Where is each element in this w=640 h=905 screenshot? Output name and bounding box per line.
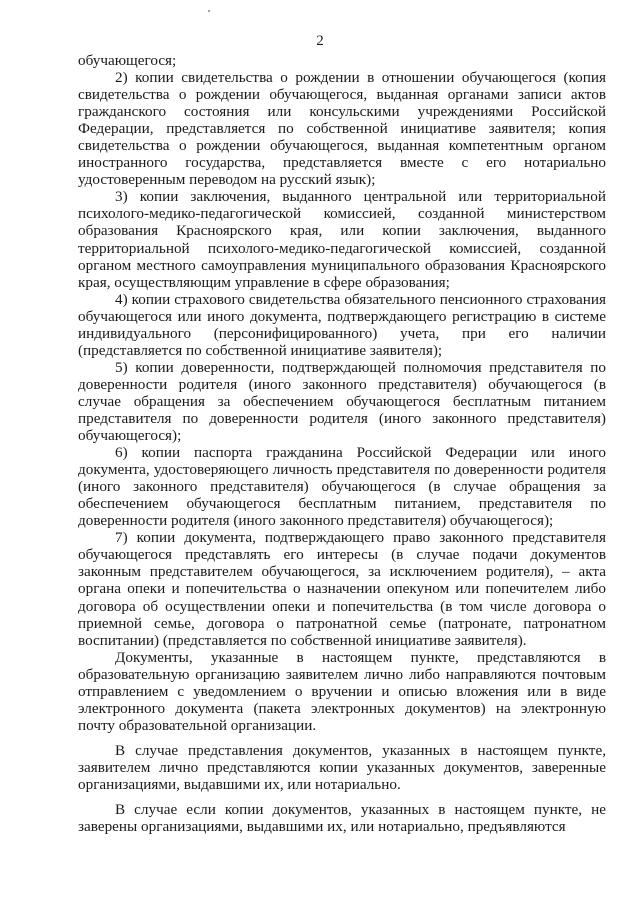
paragraph-uncertified-copies: В случае если копии документов, указанных в настоящем пункте, не заверены организациями, выдавшими их, или нотариально, предъявляются (78, 801, 606, 836)
paragraph-gap (78, 734, 606, 742)
paragraph-gap (78, 793, 606, 801)
page-number: 2 (316, 33, 324, 49)
paragraph-item-2: 2) копии свидетельства о рождении в отношении обучающегося (копия свидетельства о рождении обучающегося, выданная органами записи актов гражданского состояния или консульскими учреждениями Российской Федерации, представляется по собственной инициативе заявителя; копия свидетельства о рождении обучающегося, выданная компетентным органом иностранного государства, представляется вместе с его нотариально удостоверенным переводом на русский язык); (78, 69, 606, 189)
paragraph-item-3: 3) копии заключения, выданного центральной или территориальной психолого-медико-педагогической комиссией, созданной министерством образования Красноярского края, или копии заключения, выданного территориальной психолого-медико-педагогической комиссией, созданной органом местного самоуправления муниципального образования Красноярского края, осуществляющим управление в сфере образования; (78, 188, 606, 291)
paragraph-documents-submission: Документы, указанные в настоящем пункте, представляются в образовательную организацию заявителем лично либо направляются почтовым отправлением с уведомлением о вручении и описью вложения или в виде электронного документа (пакета электронных документов) на электронную почту образовательной организации. (78, 648, 606, 734)
paragraph-item-5: 5) копии доверенности, подтверждающей полномочия представителя по доверенности родителя (иного законного представителя) обучающегося (в случае обращения за обеспечением обучающегося бесплатным питанием представителя по доверенности родителя (иного законного представителя) обучающегося); (78, 358, 606, 445)
paragraph-item-6: 6) копии паспорта гражданина Российской Федерации или иного документа, удостоверяющего личность представителя по доверенности родителя (иного законного представителя) обучающегося (в случае обращения за обеспечением обучающегося бесплатным питанием, представителя по доверенности родителя (иного законного представителя) обучающегося); (78, 444, 606, 530)
document-body (78, 52, 606, 835)
paragraph-item-7: 7) копии документа, подтверждающего право законного представителя обучающегося представлять его интересы (в случае подачи документов законным представителем обучающегося, за исключением родителя), – акта органа опеки и попечительства о назначении опекуном или попечителем либо договора об осуществлении опеки и попечительства (в том числе договора о приемной семье, договора о патронатной семье (патронате, патронатном воспитании) (представляется по собственной инициативе заявителя). (78, 529, 606, 649)
paragraph-personal-submission: В случае представления документов, указанных в настоящем пункте, заявителем лично представляются копии указанных документов, заверенные организациями, выдавшими их, или нотариально. (78, 741, 606, 793)
paragraph-item-4: 4) копии страхового свидетельства обязательного пенсионного страхования обучающегося или иного документа, подтверждающего регистрацию в системе индивидуального (персонифицированного) учета, при его наличии (представляется по собственной инициативе заявителя); (78, 290, 606, 359)
paragraph-continuation: обучающегося; (78, 52, 177, 69)
scan-speck (208, 10, 210, 12)
